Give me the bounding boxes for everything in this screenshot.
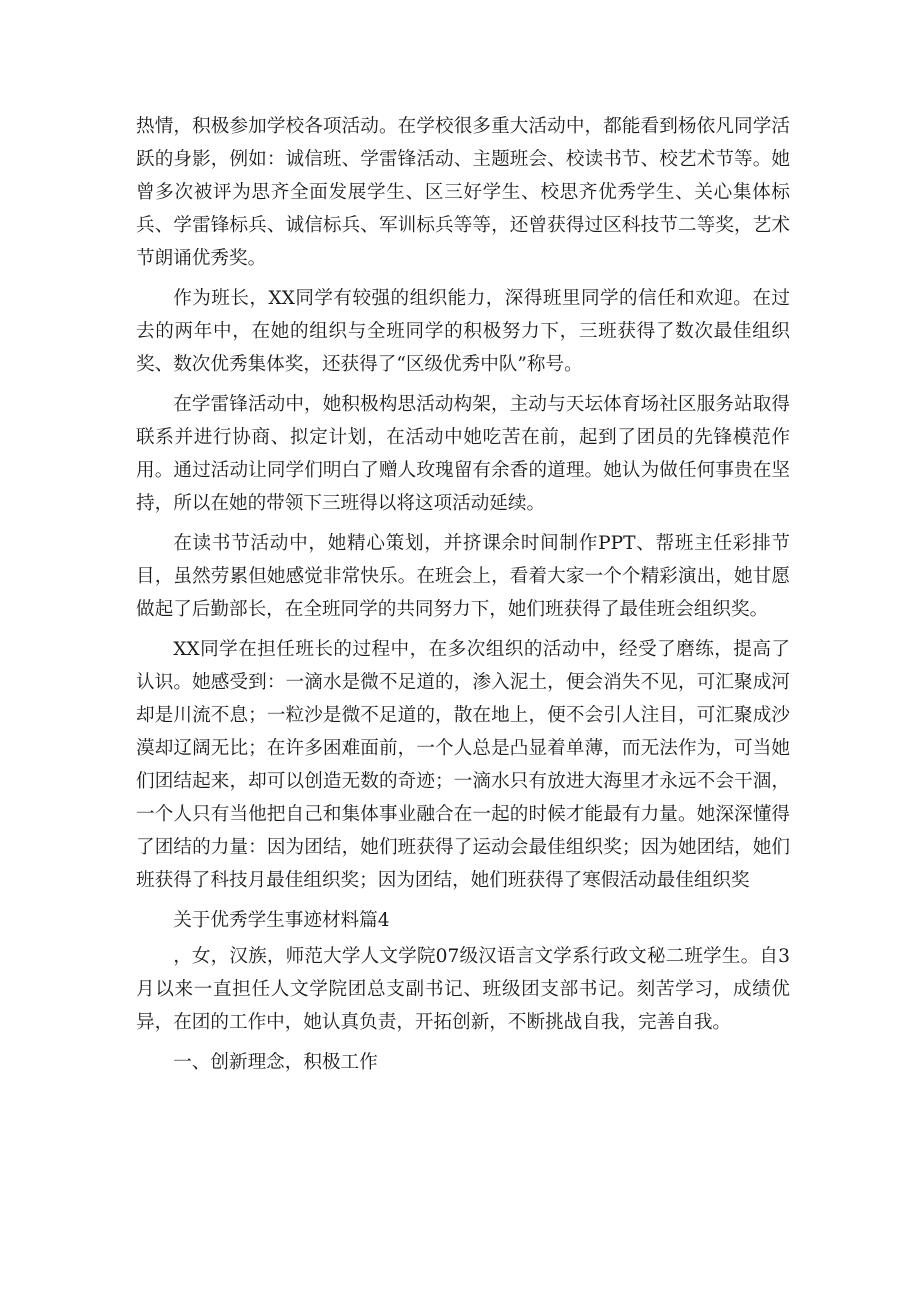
- section-title: 关于优秀学生事迹材料篇4: [173, 910, 390, 931]
- subheading: 一、创新理念，积极工作: [173, 1052, 378, 1073]
- paragraph-intro: ，女，汉族，师范大学人文学院07级汉语言文学系行政文秘二班学生。自3月以来一直担任人文学院团总支副书记、班级团支部书记。刻苦学习，成绩优异，在团的工作中，她认真负责，开拓创新，不断挑战自我，完善自我。: [136, 946, 790, 1033]
- paragraph-class-monitor: 作为班长，XX同学有较强的组织能力，深得班里同学的信任和欢迎。在过去的两年中，在她的组织与全班同学的积极努力下，三班获得了数次最佳组织奖、数次优秀集体奖，还获得了“区级优秀中队”称号。: [136, 288, 790, 375]
- paragraph-continuation: 热情，积极参加学校各项活动。在学校很多重大活动中，都能看到杨依凡同学活跃的身影，例如：诚信班、学雷锋活动、主题班会、校读书节、校艺术节等。她曾多次被评为思齐全面发展学生、区三好学生、校思齐优秀学生、关心集体标兵、学雷锋标兵、诚信标兵、军训标兵等等，还曾获得过区科技节二等奖，艺术节朗诵优秀奖。: [136, 116, 790, 269]
- paragraph-unity: XX同学在担任班长的过程中，在多次组织的活动中，经受了磨练，提高了认识。她感受到：一滴水是微不足道的，渗入泥土，便会消失不见，可汇聚成河却是川流不息；一粒沙是微不足道的，散在地上，便不会引人注目，可汇聚成沙漠却辽阔无比；在许多困难面前，一个人总是凸显着单薄，而无法作为，可当她们团结起来，却可以创造无数的奇迹；一滴水只有放进大海里才永远不会干涸，一个人只有当他把自己和集体事业融合在一起的时候才能最有力量。她深深懂得了团结的力量：因为团结，她们班获得了运动会最佳组织奖；因为她团结，她们班获得了科技月最佳组织奖；因为团结，她们班获得了寒假活动最佳组织奖: [136, 639, 790, 891]
- paragraph-lei-feng-activity: 在学雷锋活动中，她积极构思活动构架，主动与天坛体育场社区服务站取得联系并进行协商、拟定计划，在活动中她吃苦在前，起到了团员的先锋模范作用。通过活动让同学们明白了赠人玫瑰留有余香的道理。她认为做任何事贵在坚持，所以在她的带领下三班得以将这项活动延续。: [136, 394, 790, 514]
- paragraph-reading-festival: 在读书节活动中，她精心策划，并挤课余时间制作PPT、帮班主任彩排节目，虽然劳累但她感觉非常快乐。在班会上，看着大家一个个精彩演出，她甘愿做起了后勤部长，在全班同学的共同努力下，她们班获得了最佳班会组织奖。: [136, 533, 790, 620]
